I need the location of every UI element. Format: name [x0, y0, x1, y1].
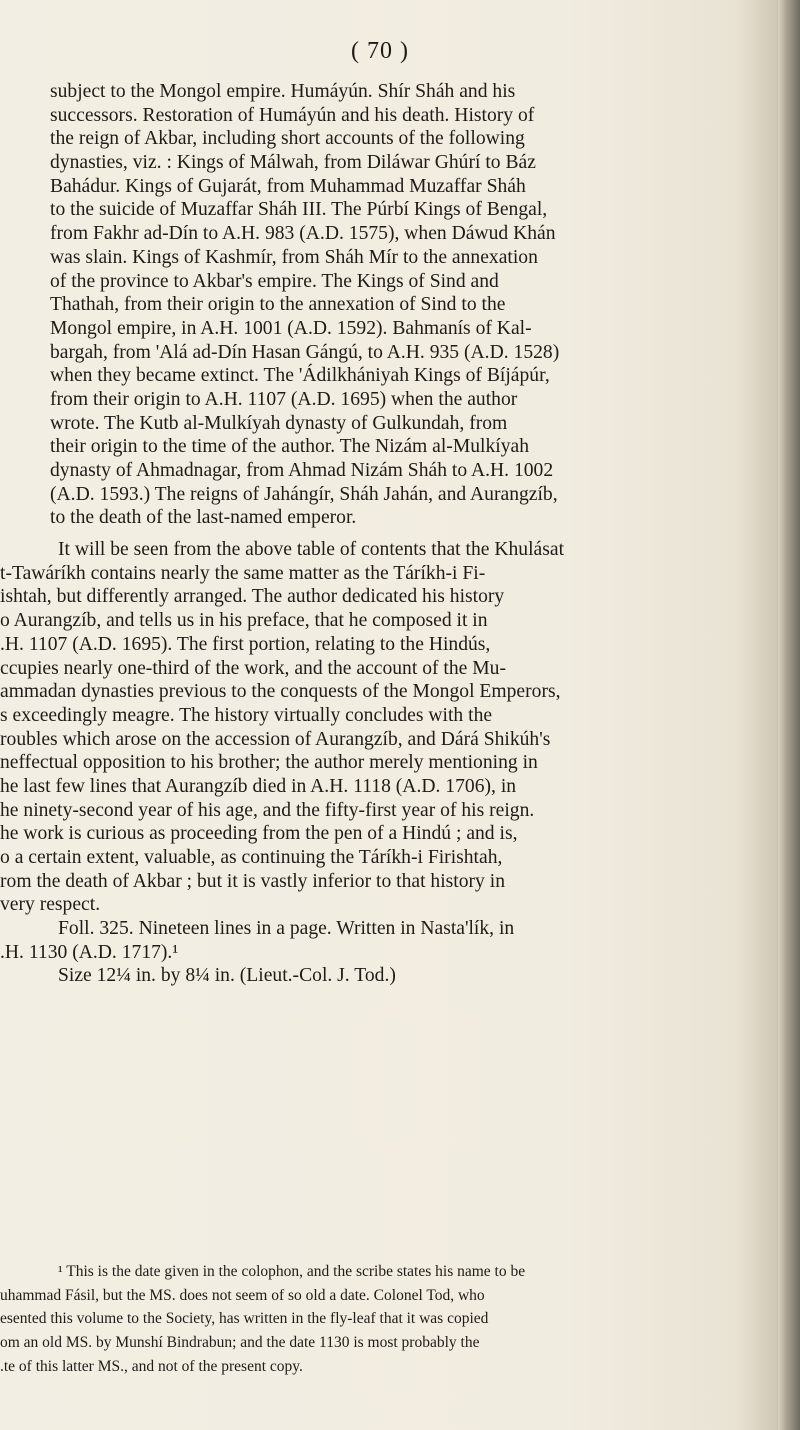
text-line: s exceedingly meagre. The history virtually concludes with the [0, 704, 493, 726]
text-line: bargah, from 'Alá ad-Dín Hasan Gángú, to A.H. 935 (A.D. 1528) [50, 341, 560, 363]
footnote [0, 1262, 760, 1380]
text-line: Thathah, from their origin to the annexation of Sind to the [50, 294, 506, 316]
footnote-line: uhammad Fásil, but the MS. does not seem of so old a date. Colonel Tod, who [0, 1286, 485, 1304]
text-line: (A.D. 1593.) The reigns of Jahángír, Sháh Jahán, and Aurangzíb, [50, 483, 558, 505]
footnote-line: esented this volume to the Society, has written in the fly-leaf that it was copied [0, 1310, 489, 1328]
text-line: from their origin to A.H. 1107 (A.D. 1695) when the author [50, 388, 518, 410]
text-line: he work is curious as proceeding from the pen of a Hindú ; and is, [0, 823, 518, 845]
text-line: very respect. [0, 894, 101, 916]
text-line: the reign of Akbar, including short accounts of the following [50, 128, 525, 150]
footnote-line: ¹ This is the date given in the colophon, and the scribe states his name to be [58, 1263, 526, 1280]
page-number: ( 70 ) [351, 38, 409, 64]
main-text [0, 80, 760, 988]
text-line: o a certain extent, valuable, as continuing the Táríkh-i Firishtah, [0, 847, 503, 868]
footnote-line: .te of this latter MS., and not of the present copy. [0, 1357, 303, 1375]
text-line: roubles which arose on the accession of Aurangzíb, and Dárá Shikúh's [0, 728, 551, 750]
paragraph-commentary [0, 538, 760, 917]
text-line: wrote. The Kutb al-Mulkíyah dynasty of Gulkundah, from [50, 412, 508, 434]
text-line: dynasties, viz. : Kings of Málwah, from Diláwar Ghúrí to Báz [50, 152, 536, 174]
page-binding-edge [778, 0, 800, 1430]
text-line: their origin to the time of the author. The Nizám al-Mulkíyah [50, 436, 530, 458]
text-line: Size 12¼ in. by 8¼ in. (Lieut.-Col. J. Tod.) [58, 965, 396, 987]
text-line: subject to the Mongol empire. Humáyún. Shír Sháh and his [50, 81, 516, 102]
text-line: when they became extinct. The 'Ádilkhániyah Kings of Bíjápúr, [50, 365, 550, 387]
text-line: Bahádur. Kings of Gujarát, from Muhammad Muzaffar Sháh [50, 175, 526, 197]
manuscript-details [0, 917, 760, 988]
text-line: ishtah, but differently arranged. The author dedicated his history [0, 586, 505, 608]
footnote-line: om an old MS. by Munshí Bindrabun; and the date 1130 is most probably the [0, 1334, 480, 1352]
text-line: ccupies nearly one-third of the work, and the account of the Mu- [0, 657, 506, 679]
text-line: dynasty of Ahmadnagar, from Ahmad Nizám Sháh to A.H. 1002 [50, 460, 554, 481]
text-line: neffectual opposition to his brother; the author merely mentioning in [0, 752, 538, 774]
text-line: successors. Restoration of Humáyún and his death. History of [50, 104, 535, 126]
text-line: he last few lines that Aurangzíb died in A.H. 1118 (A.D. 1706), in [0, 775, 517, 797]
paragraph-contents-summary [0, 80, 760, 530]
text-line: o Aurangzíb, and tells us in his preface, that he composed it in [0, 610, 488, 632]
text-line: Foll. 325. Nineteen lines in a page. Written in Nasta'lík, in [58, 918, 515, 940]
text-line: .H. 1130 (A.D. 1717).¹ [0, 941, 179, 963]
text-line: of the province to Akbar's empire. The Kings of Sind and [50, 270, 499, 292]
text-line: t-Tawáríkh contains nearly the same matter as the Táríkh-i Fi- [0, 562, 486, 584]
text-line: to the suicide of Muzaffar Sháh III. The Púrbí Kings of Bengal, [50, 199, 548, 221]
text-line: ammadan dynasties previous to the conquests of the Mongol Emperors, [0, 681, 561, 703]
text-line: .H. 1107 (A.D. 1695). The first portion, relating to the Hindús, [0, 633, 491, 655]
text-line: he ninety-second year of his age, and the fifty-first year of his reign. [0, 799, 535, 821]
text-line: It will be seen from the above table of contents that the Khulásat [58, 539, 565, 561]
text-line: rom the death of Akbar ; but it is vastly inferior to that history in [0, 870, 505, 892]
text-line: to the death of the last-named emperor. [50, 507, 357, 529]
text-line: from Fakhr ad-Dín to A.H. 983 (A.D. 1575), when Dáwud Khán [50, 223, 556, 245]
text-line: Mongol empire, in A.H. 1001 (A.D. 1592). Bahmanís of Kal- [50, 317, 532, 339]
text-line: was slain. Kings of Kashmír, from Sháh Mír to the annexation [50, 246, 538, 268]
